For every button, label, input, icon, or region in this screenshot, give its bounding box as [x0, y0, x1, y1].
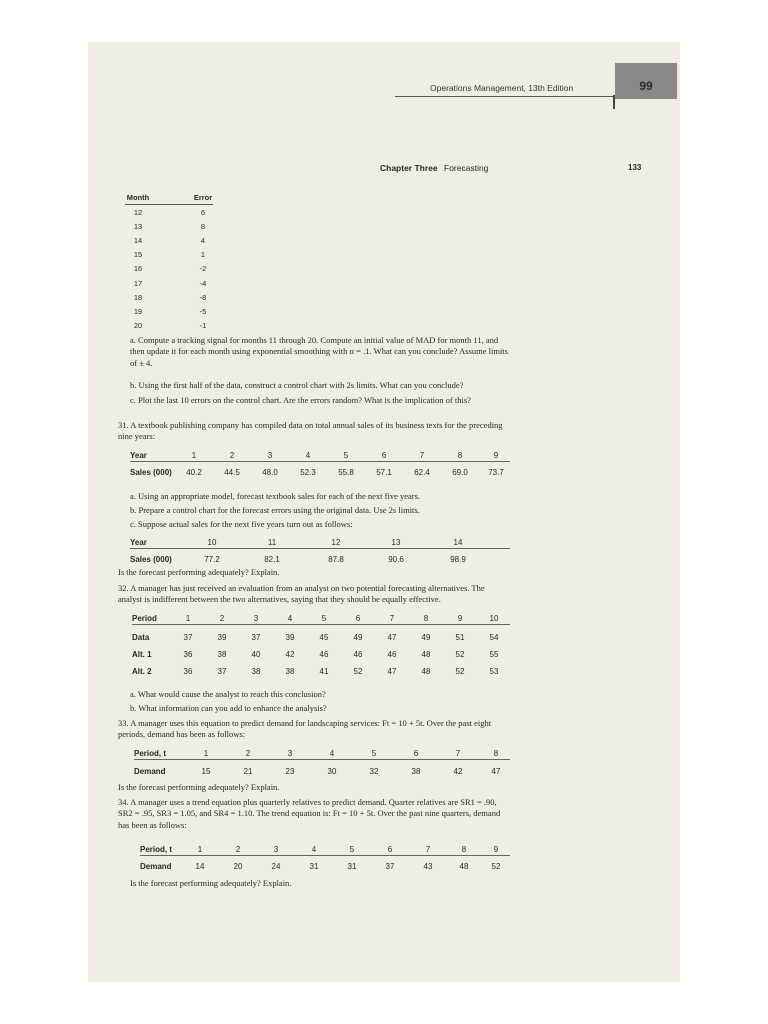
q33-question: Is the forecast performing adequately? Explain.: [118, 782, 280, 792]
year-cell: 9: [493, 451, 499, 460]
row-label: Demand: [140, 862, 172, 871]
year-cell: 14: [453, 538, 463, 547]
sales-cell: 55.8: [338, 468, 354, 477]
table-rule: [130, 548, 510, 549]
year-cell: 5: [343, 451, 349, 460]
page-box-number: 99: [639, 79, 653, 93]
month-cell: 17: [133, 278, 143, 288]
error-cell: 6: [200, 207, 206, 217]
demand-cell: 24: [271, 862, 281, 871]
q32-intro: 32. A manager has just received an evaluation from an analyst on two potential forecasting alternatives. The analyst is indifferent between the two alternatives, saying that they should be equally effective.: [118, 583, 485, 605]
demand-cell: 43: [423, 862, 433, 871]
error-cell: 4: [200, 235, 206, 245]
sales-cell: 52.3: [300, 468, 316, 477]
alt1-cell: 46: [353, 650, 363, 659]
period-cell: 2: [235, 845, 241, 854]
period-cell: 10: [489, 614, 499, 623]
period-cell: 1: [203, 749, 209, 758]
sales-cell: 69.0: [452, 468, 468, 477]
month-cell: 15: [133, 250, 143, 260]
table-row: [125, 304, 213, 318]
year-cell: 7: [419, 451, 425, 460]
demand-cell: 31: [347, 862, 357, 871]
table-rule: [132, 624, 510, 625]
month-cell: 16: [133, 264, 143, 274]
alt2-cell: 37: [217, 667, 227, 676]
alt1-cell: 38: [217, 650, 227, 659]
table-rule: [140, 855, 510, 856]
period-cell: 4: [287, 614, 293, 623]
month-cell: 20: [133, 321, 143, 331]
q30-part-b: b. Using the first half of the data, construct a control chart with 2s limits. What can you conclude?: [130, 380, 464, 390]
year-cell: 1: [191, 451, 197, 460]
demand-cell: 15: [201, 767, 211, 776]
row-label: Sales (000): [130, 468, 172, 477]
alt2-cell: 52: [455, 667, 465, 676]
month-cell: 18: [133, 292, 143, 302]
error-header: Error: [193, 190, 213, 205]
q31-sales-table: [130, 451, 510, 491]
period-cell: 7: [425, 845, 431, 854]
sales-cell: 90.6: [388, 555, 404, 564]
alt2-cell: 52: [353, 667, 363, 676]
demand-cell: 14: [195, 862, 205, 871]
data-cell: 49: [421, 633, 431, 642]
demand-cell: 52: [491, 862, 501, 871]
table-rule: [130, 461, 510, 462]
data-cell: 54: [489, 633, 499, 642]
demand-cell: 20: [233, 862, 243, 871]
q34-question: Is the forecast performing adequately? Explain.: [130, 878, 292, 888]
year-cell: 8: [457, 451, 463, 460]
period-cell: 8: [423, 614, 429, 623]
row-label: Period, t: [134, 749, 167, 758]
period-cell: 2: [219, 614, 225, 623]
demand-cell: 42: [453, 767, 463, 776]
data-cell: 39: [217, 633, 227, 642]
month-cell: 13: [133, 221, 143, 231]
demand-cell: 21: [243, 767, 253, 776]
table-row: [125, 290, 213, 304]
sales-cell: 62.4: [414, 468, 430, 477]
row-label: Demand: [134, 767, 166, 776]
period-cell: 6: [413, 749, 419, 758]
sales-cell: 48.0: [262, 468, 278, 477]
q31-part-b: b. Prepare a control chart for the forecast errors using the original data. Use 2s limits.: [130, 505, 420, 515]
alt1-cell: 42: [285, 650, 295, 659]
data-cell: 51: [455, 633, 465, 642]
q31-part-c: c. Suppose actual sales for the next five years turn out as follows:: [130, 519, 353, 529]
period-cell: 7: [455, 749, 461, 758]
page-number-box: [615, 63, 677, 99]
sales-cell: 77.2: [204, 555, 220, 564]
row-label: Period: [132, 614, 157, 623]
q31-actual-sales-table: [130, 538, 510, 570]
q33-demand-table: [134, 749, 510, 783]
alt2-cell: 47: [387, 667, 397, 676]
period-cell: 3: [287, 749, 293, 758]
data-cell: 37: [251, 633, 261, 642]
error-cell: -8: [199, 292, 207, 302]
alt2-cell: 38: [285, 667, 295, 676]
error-cell: -5: [199, 306, 207, 316]
data-cell: 45: [319, 633, 329, 642]
demand-cell: 38: [411, 767, 421, 776]
demand-cell: 30: [327, 767, 337, 776]
year-cell: 12: [331, 538, 341, 547]
month-cell: 14: [133, 235, 143, 245]
year-cell: 6: [381, 451, 387, 460]
header-rule: [395, 96, 615, 97]
period-cell: 5: [349, 845, 355, 854]
data-cell: 37: [183, 633, 193, 642]
alt1-cell: 36: [183, 650, 193, 659]
month-header: Month: [125, 190, 151, 205]
alt2-cell: 53: [489, 667, 499, 676]
month-cell: 19: [133, 306, 143, 316]
table-row: [125, 262, 213, 276]
table-row: [125, 233, 213, 247]
sales-cell: 73.7: [488, 468, 504, 477]
period-cell: 5: [321, 614, 327, 623]
period-cell: 8: [461, 845, 467, 854]
period-cell: 6: [387, 845, 393, 854]
alt2-cell: 48: [421, 667, 431, 676]
table-row: [125, 205, 213, 220]
chapter-title: Forecasting: [444, 163, 489, 173]
period-cell: 5: [371, 749, 377, 758]
month-cell: 12: [133, 207, 143, 217]
header-tick-mark: [613, 95, 615, 109]
table-rule: [134, 759, 510, 760]
q31-part-a: a. Using an appropriate model, forecast textbook sales for each of the next five years.: [130, 491, 421, 501]
period-cell: 3: [253, 614, 259, 623]
period-cell: 2: [245, 749, 251, 758]
table-row: [125, 248, 213, 262]
sales-cell: 82.1: [264, 555, 280, 564]
year-cell: 13: [391, 538, 401, 547]
row-label: Alt. 2: [132, 667, 152, 676]
row-label: Year: [130, 538, 147, 547]
row-label: Data: [132, 633, 150, 642]
q32-part-b: b. What information can you add to enhance the analysis?: [130, 703, 327, 713]
alt1-cell: 52: [455, 650, 465, 659]
sales-cell: 44.5: [224, 468, 240, 477]
error-table: [125, 190, 213, 333]
period-cell: 9: [457, 614, 463, 623]
alt1-cell: 46: [387, 650, 397, 659]
book-page-number: 133: [628, 163, 642, 172]
row-label: Year: [130, 451, 147, 460]
demand-cell: 32: [369, 767, 379, 776]
year-cell: 11: [267, 538, 277, 547]
sales-cell: 87.8: [328, 555, 344, 564]
error-table-header: [125, 190, 213, 205]
alt2-cell: 36: [183, 667, 193, 676]
table-row: [125, 219, 213, 233]
data-cell: 39: [285, 633, 295, 642]
period-cell: 3: [273, 845, 279, 854]
year-cell: 2: [229, 451, 235, 460]
period-cell: 9: [493, 845, 499, 854]
data-cell: 47: [387, 633, 397, 642]
chapter-number: Chapter Three: [380, 163, 438, 173]
period-cell: 8: [493, 749, 499, 758]
row-label: Alt. 1: [132, 650, 152, 659]
period-cell: 1: [197, 845, 203, 854]
data-cell: 49: [353, 633, 363, 642]
demand-cell: 37: [385, 862, 395, 871]
row-label: Sales (000): [130, 555, 172, 564]
demand-cell: 23: [285, 767, 295, 776]
error-cell: -2: [199, 264, 207, 274]
sales-cell: 98.9: [450, 555, 466, 564]
year-cell: 3: [267, 451, 273, 460]
table-row: [125, 276, 213, 290]
period-cell: 6: [355, 614, 361, 623]
period-cell: 4: [311, 845, 317, 854]
q33-intro: 33. A manager uses this equation to predict demand for landscaping services: Ft = 10 + 5t. Over the past eight periods, demand has been as follows:: [118, 718, 492, 740]
error-cell: -4: [199, 278, 207, 288]
year-cell: 4: [305, 451, 311, 460]
demand-cell: 47: [491, 767, 501, 776]
error-cell: 1: [200, 250, 206, 260]
alt1-cell: 55: [489, 650, 499, 659]
error-cell: -1: [199, 321, 207, 331]
q34-demand-table: [140, 845, 510, 879]
error-cell: 8: [200, 221, 206, 231]
q32-part-a: a. What would cause the analyst to reach this conclusion?: [130, 689, 326, 699]
q32-alternatives-table: [132, 614, 510, 686]
period-cell: 4: [329, 749, 335, 758]
year-cell: 10: [207, 538, 217, 547]
alt1-cell: 40: [251, 650, 261, 659]
demand-cell: 31: [309, 862, 319, 871]
table-row: [125, 319, 213, 333]
demand-cell: 48: [459, 862, 469, 871]
q31-question: Is the forecast performing adequately? Explain.: [118, 567, 280, 577]
period-cell: 7: [389, 614, 395, 623]
period-cell: 1: [185, 614, 191, 623]
running-header: Operations Management, 13th Edition: [430, 83, 574, 93]
sales-cell: 57.1: [376, 468, 392, 477]
q30-part-a: a. Compute a tracking signal for months 11 through 20. Compute an initial value of MAD for month 11, and then update it for each month using exponential smoothing with α = .1. What can you conclude? Assume limits of ± 4.: [130, 335, 508, 368]
row-label: Period, t: [140, 845, 173, 854]
alt1-cell: 46: [319, 650, 329, 659]
alt2-cell: 41: [319, 667, 329, 676]
sales-cell: 40.2: [186, 468, 202, 477]
alt2-cell: 38: [251, 667, 261, 676]
alt1-cell: 48: [421, 650, 431, 659]
q30-part-c: c. Plot the last 10 errors on the control chart. Are the errors random? What is the implication of this?: [130, 395, 471, 405]
q34-intro: 34. A manager uses a trend equation plus quarterly relatives to predict demand. Quarter relatives are SR1 = .90, SR2 = .95, SR3 = 1.05, and SR4 = 1.10. The trend equation is: Ft = 10 + 5t. Over the past nine quarters, demand has been as follows:: [118, 797, 501, 830]
q31-intro: 31. A textbook publishing company has compiled data on total annual sales of its business texts for the preceding nine years:: [118, 420, 503, 442]
chapter-heading: [380, 163, 488, 173]
